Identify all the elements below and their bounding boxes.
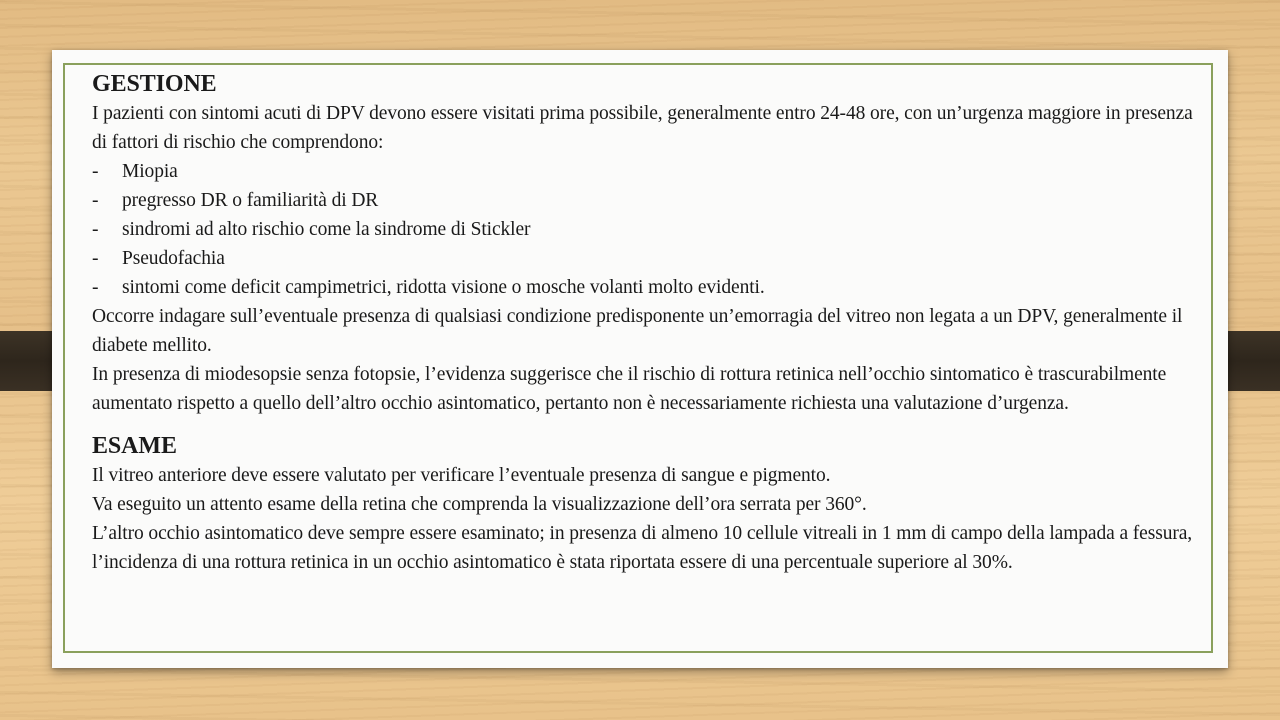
heading-esame: ESAME [92, 433, 177, 459]
list-item [92, 157, 1202, 186]
gestione-paragraph-3: In presenza di miodesopsie senza fotopsie, l’evidenza suggerisce che il rischio di rottura retinica nell’occhio sintomatico è trascurabilmente aumentato rispetto a quello dell’altro occhio asintomatico, pertanto non è necessariamente richiesta una valutazione d’urgenza. [92, 364, 1167, 414]
bullet-dash: - [92, 219, 99, 240]
bullet-text: sindromi ad alto rischio come la sindrome di Stickler [122, 219, 531, 240]
esame-paragraph-2: Va eseguito un attento esame della retina che comprenda la visualizzazione dell’ora serrata per 360°. [92, 494, 867, 515]
bullet-dash: - [92, 248, 99, 269]
gestione-paragraph-2: Occorre indagare sull’eventuale presenza di qualsiasi condizione predisponente un’emorragia del vitreo non legata a un DPV, generalmente il diabete mellito. [92, 306, 1183, 356]
bullet-text: sintomi come deficit campimetrici, ridotta visione o mosche volanti molto evidenti. [122, 277, 765, 298]
esame-paragraph-3: L’altro occhio asintomatico deve sempre essere esaminato; in presenza di almeno 10 cellule vitreali in 1 mm di campo della lampada a fessura, l’incidenza di una rottura retinica in un occhio asintomatico è stata riportata essere di una percentuale superiore al 30%. [92, 523, 1193, 573]
esame-paragraph-1: Il vitreo anteriore deve essere valutato per verificare l’eventuale presenza di sangue e pigmento. [92, 465, 831, 486]
heading-gestione: GESTIONE [92, 71, 217, 97]
bullet-dash: - [92, 277, 99, 298]
left-strap [0, 331, 55, 391]
list-item [92, 244, 1202, 273]
bullet-text: Miopia [122, 161, 178, 182]
list-item [92, 273, 1202, 302]
bullet-text: pregresso DR o familiarità di DR [122, 190, 379, 211]
bullet-dash: - [92, 190, 99, 211]
bullet-text: Pseudofachia [122, 248, 225, 269]
list-item [92, 186, 1202, 215]
slide-content [92, 70, 1202, 577]
list-item [92, 215, 1202, 244]
gestione-intro: I pazienti con sintomi acuti di DPV devono essere visitati prima possibile, generalmente entro 24-48 ore, con un’urgenza maggiore in presenza di fattori di rischio che comprendono: [92, 103, 1193, 153]
slide-paper [52, 50, 1228, 668]
bullet-dash: - [92, 161, 99, 182]
